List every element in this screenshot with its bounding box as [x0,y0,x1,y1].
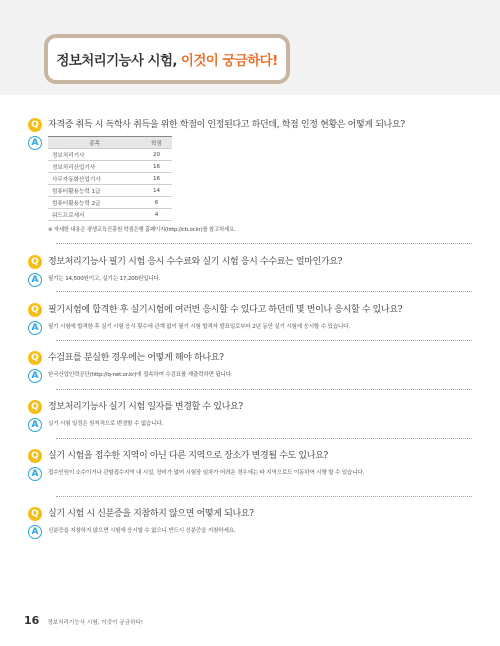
qa-item-1 [28,118,472,233]
question-text: 수검표를 분실한 경우에는 어떻게 해야 하나요? [48,353,224,363]
table-cell: 사무자동화산업기사 [48,173,141,185]
page-footer [24,614,143,627]
table-cell: 컴퓨터활용능력 2급 [48,197,141,209]
table-cell: 정보처리산업기사 [48,161,141,173]
credits-table [48,136,172,221]
a-badge: A [28,467,42,481]
answer-text: 실기 시험 일정은 원칙적으로 변경할 수 없습니다. [48,421,164,427]
table-cell: 20 [141,149,172,161]
a-badge: A [28,525,42,539]
answer-text: 접수인원이 소수이거나 관할접수지역 내 시설, 장비가 없어 시험장 임차가 어려운 경우에는 타 지역으로도 이동하여 시행 할 수 있습니다. [48,470,365,476]
divider [56,291,472,292]
divider [56,340,472,341]
table-row [48,161,172,173]
a-badge: A [28,369,42,383]
footer-text: 정보처리기능사 시험, 이것이 궁금하다! [47,620,144,626]
divider [56,438,472,439]
q-badge: Q [28,118,42,132]
table-row [48,173,172,185]
table-cell: 컴퓨터활용능력 1급 [48,185,141,197]
page-title [44,34,290,84]
table-note: ※ 자세한 내용은 평생교육진흥원 학점은행 홈페이지(http://cb.or.kr)를 참고하세요. [48,227,236,233]
table-header-cell: 학점 [141,137,172,149]
table-cell: 워드프로세서 [48,209,141,221]
answer-text: 필기는 14,500원이고, 실기는 17,200원입니다. [48,276,161,282]
q-badge: Q [28,507,42,521]
question-text: 실기 시험 시 신분증을 지참하지 않으면 어떻게 되나요? [48,509,254,519]
table-header-row [48,137,172,149]
a-badge: A [28,321,42,335]
qa-item-2 [28,255,472,283]
table-header-cell: 종목 [48,137,141,149]
question-text: 정보처리기능사 필기 시험 응시 수수료와 실기 시험 응시 수수료는 얼마인가요? [48,257,343,267]
table-cell: 6 [141,197,172,209]
page-number: 16 [24,614,40,627]
question-text: 자격증 취득 시 독학사 취득을 위한 학점이 인정된다고 하던데, 학점 인정 현황은 어떻게 되나요? [48,120,405,130]
answer-text: 한국산업인력공단(http://q-net.or.kr)에 접속하여 수검표를 재출력하면 됩니다. [48,372,233,378]
answer-text: 신분증을 지참하지 않으면 시험에 응시할 수 없으니 반드시 신분증을 지참하세요. [48,528,236,534]
q-badge: Q [28,303,42,317]
table-cell: 16 [141,161,172,173]
qa-item-4 [28,351,472,379]
answer-text: 필기 시험에 합격한 후 실기 시험 응시 횟수에 관계 없이 필기 시험 합격자 발표일로부터 2년 동안 실기 시험에 응시할 수 있습니다. [48,324,350,330]
table-row [48,197,172,209]
title-part-2: 이것이 궁금하다! [180,53,278,69]
q-badge: Q [28,255,42,269]
table-row [48,209,172,221]
question-text: 실기 시험을 접수한 지역이 아닌 다른 지역으로 장소가 변경될 수도 있나요? [48,451,328,461]
table-cell: 정보처리기사 [48,149,141,161]
table-row [48,149,172,161]
table-row [48,185,172,197]
question-text: 정보처리기능사 실기 시험 일자를 변경할 수 있나요? [48,402,243,412]
q-badge: Q [28,449,42,463]
divider [56,389,472,390]
table-cell: 16 [141,173,172,185]
a-badge: A [28,273,42,287]
divider [56,243,472,244]
divider [56,496,472,497]
q-badge: Q [28,400,42,414]
title-part-1: 정보처리기능사 시험, [56,53,177,69]
qa-item-3 [28,303,472,331]
qa-item-6 [28,449,472,477]
a-badge: A [28,418,42,432]
table-cell: 14 [141,185,172,197]
a-badge: A [28,136,42,150]
q-badge: Q [28,351,42,365]
qa-item-5 [28,400,472,428]
table-cell: 4 [141,209,172,221]
question-text: 필기시험에 합격한 후 실기시험에 여러번 응시할 수 있다고 하던데 몇 번이나 응시할 수 있나요? [48,305,403,315]
qa-item-7 [28,507,472,535]
